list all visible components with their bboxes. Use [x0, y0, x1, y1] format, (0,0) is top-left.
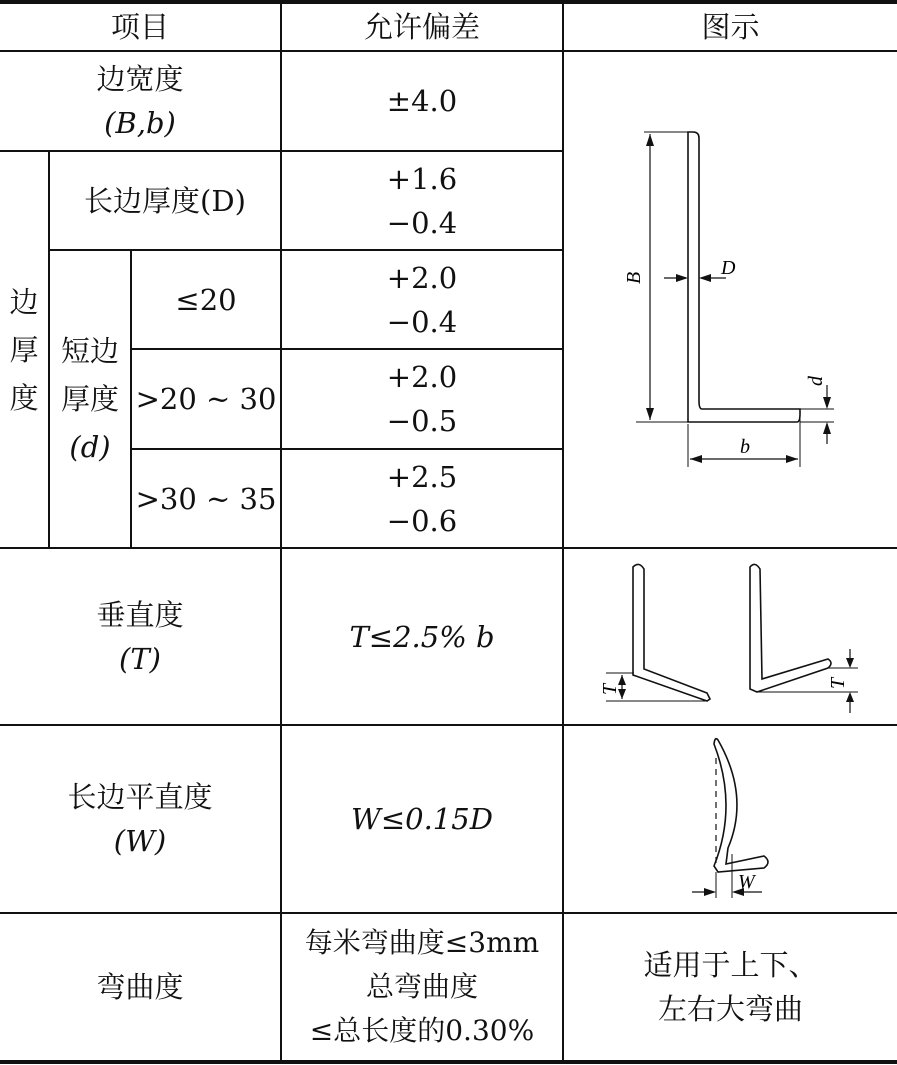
perpendicularity-tolerance: T≤2.5% b — [349, 619, 495, 654]
arrow-W-left — [704, 888, 716, 896]
right-arrow-T-upper — [846, 658, 854, 668]
flatness-tolerance: W≤0.15D — [351, 802, 493, 836]
flatness-symbol: (W) — [113, 824, 167, 858]
short-edge-thickness-line2: 厚度 — [60, 382, 119, 416]
short-le20-tol-plus: +2.0 — [386, 260, 458, 295]
header-tolerance — [282, 4, 562, 50]
short-30-35-tol-minus: −0.6 — [386, 503, 458, 538]
bending-label-cell — [0, 914, 280, 1060]
long-edge-thickness-tolerance-cell — [282, 152, 562, 249]
bowed-leg-profile — [714, 739, 768, 872]
header-item — [0, 4, 280, 50]
perpendicularity-figure — [564, 549, 897, 724]
flatness-label-cell — [0, 726, 280, 912]
arrow-B-top — [646, 134, 654, 146]
short-edge-thickness-group-label — [50, 251, 130, 547]
label-B: B — [623, 271, 645, 284]
long-edge-thickness-tol-minus: −0.4 — [386, 205, 458, 240]
right-label-T: T — [827, 677, 849, 689]
long-edge-thickness-label: 长边厚度(D) — [84, 183, 246, 218]
short-30-35-range: >30 ~ 35 — [135, 481, 277, 516]
short-20-30-tol-plus: +2.0 — [386, 360, 458, 394]
long-edge-thickness-label-cell — [50, 152, 280, 249]
perpendicularity-tolerance-cell — [282, 549, 562, 724]
leg-width-symbol: (B,b) — [104, 106, 176, 140]
arrow-B-bottom — [646, 408, 654, 420]
label-W: W — [738, 871, 755, 893]
right-arrow-T-lower — [846, 692, 854, 702]
flatness-tolerance-cell — [282, 726, 562, 912]
bending-tol-line1: 每米弯曲度≤3mm — [304, 926, 540, 959]
bending-note-cell — [564, 914, 897, 1060]
left-arrow-T-top — [618, 675, 626, 685]
flatness-figure — [564, 726, 897, 912]
arrow-b-left — [690, 455, 702, 463]
flatness-label: 长边平直度 — [67, 780, 213, 814]
short-20-30-tol-minus: −0.5 — [386, 404, 458, 438]
short-30-35-range-cell — [132, 450, 280, 547]
header-figure-label: 图示 — [701, 10, 760, 44]
edge-thickness-char3: 度 — [9, 380, 39, 415]
leg-width-tolerance-cell — [282, 52, 562, 150]
left-label-T: T — [599, 683, 621, 695]
rule-bottom — [0, 1060, 897, 1064]
label-b: b — [740, 436, 750, 458]
short-le20-tolerance-cell — [282, 251, 562, 348]
long-edge-thickness-tol-plus: +1.6 — [386, 161, 458, 196]
edge-thickness-char2: 厚 — [9, 332, 39, 367]
short-le20-tol-minus: −0.4 — [386, 304, 458, 339]
angle-section-figure — [564, 52, 897, 547]
arrow-D-right — [699, 274, 711, 282]
label-d: d — [805, 376, 827, 386]
perpendicularity-symbol: (T) — [119, 641, 161, 676]
right-angle-profile — [750, 564, 831, 692]
bending-tolerance-cell — [282, 914, 562, 1060]
short-20-30-tolerance-cell — [282, 350, 562, 448]
edge-thickness-char1: 边 — [9, 284, 39, 319]
edge-thickness-group-label — [0, 152, 48, 547]
arrow-d-upper — [823, 397, 831, 409]
short-20-30-range: >20 ~ 30 — [135, 382, 277, 416]
short-edge-thickness-line1: 短边 — [60, 334, 119, 368]
header-tolerance-label: 允许偏差 — [363, 10, 480, 44]
short-le20-range: ≤20 — [175, 282, 237, 317]
short-30-35-tol-plus: +2.5 — [386, 459, 458, 494]
perpendicularity-label: 垂直度 — [96, 597, 184, 632]
short-20-30-range-cell — [132, 350, 280, 448]
arrow-b-right — [786, 455, 798, 463]
short-30-35-tolerance-cell — [282, 450, 562, 547]
bending-tol-line2: 总弯曲度 — [365, 970, 478, 1003]
leg-width-tolerance: ±4.0 — [386, 84, 458, 118]
bending-note-line1: 适用于上下、 — [643, 948, 818, 982]
short-edge-thickness-line3: (d) — [69, 430, 111, 464]
leg-width-label: 边宽度 — [96, 62, 184, 96]
bending-label: 弯曲度 — [96, 970, 184, 1004]
left-angle-profile — [633, 564, 710, 701]
header-figure — [564, 4, 897, 50]
arrow-d-lower — [823, 422, 831, 434]
bending-tol-line3: ≤总长度的0.30% — [309, 1014, 535, 1047]
arrow-D-left — [676, 274, 688, 282]
label-D: D — [721, 257, 736, 279]
short-le20-range-cell — [132, 251, 280, 348]
bending-note-line2: 左右大弯曲 — [657, 992, 803, 1026]
header-item-label: 项目 — [110, 10, 169, 44]
perpendicularity-label-cell — [0, 549, 280, 724]
leg-width-label-cell — [0, 52, 280, 150]
